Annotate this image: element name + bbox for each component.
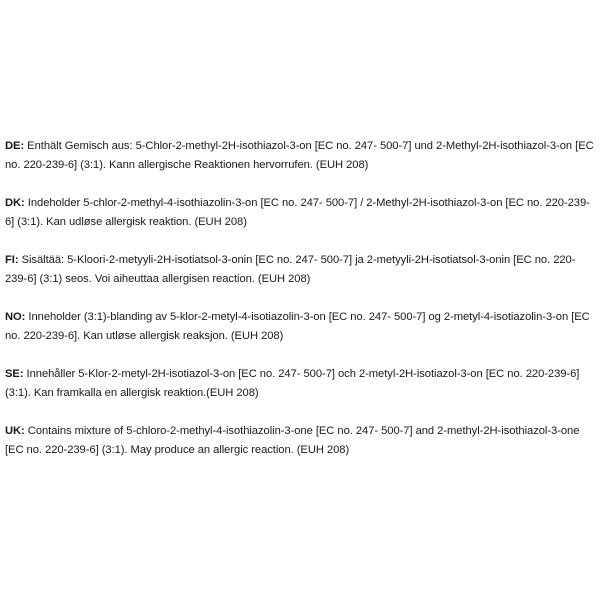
paragraph-text-dk: Indeholder 5-chlor-2-methyl-4-isothiazolin-3-on [EC no. 247- 500-7] / 2-Methyl-2H-isothiazol-3-on [EC no. 220-239-6] (3:1). Kan udløse allergisk reaktion. (EUH 208)	[5, 197, 590, 228]
paragraph-de	[5, 137, 597, 175]
paragraph-fi	[5, 251, 597, 289]
paragraph-dk	[5, 194, 597, 232]
paragraph-text-fi: Sisältää: 5-Kloori-2-metyyli-2H-isotiatsol-3-onin [EC no. 247- 500-7] ja 2-metyyli-2H-isotiatsol-3-onin [EC no. 220-239-6] (3:1) seos. Voi aiheuttaa allergisen reaction. (EUH 208)	[5, 254, 576, 285]
paragraph-text-no: Inneholder (3:1)-blanding av 5-klor-2-metyl-4-isotiazolin-3-on [EC no. 247- 500-7] og 2-metyl-4-isotiazolin-3-on [EC no. 220-239-6]. Kan utløse allergisk reaksjon. (EUH 208)	[5, 311, 590, 342]
paragraph-se	[5, 365, 597, 403]
paragraph-uk	[5, 422, 597, 460]
paragraph-no	[5, 308, 597, 346]
language-code-uk: UK:	[5, 425, 25, 437]
language-code-se: SE:	[5, 368, 24, 380]
language-code-de: DE:	[5, 140, 25, 152]
paragraph-text-uk: Contains mixture of 5-chloro-2-methyl-4-isothiazolin-3-one [EC no. 247- 500-7] and 2-methyl-2H-isothiazol-3-one [EC no. 220-239-6] (3:1). May produce an allergic reaction. (EUH 208)	[5, 425, 580, 456]
paragraph-text-se: Innehåller 5-Klor-2-metyl-2H-isotiazol-3-on [EC no. 247- 500-7] och 2-metyl-2H-isotiazol-3-on [EC no. 220-239-6] (3:1). Kan framkalla en allergisk reaktion.(EUH 208)	[5, 368, 580, 399]
language-code-no: NO:	[5, 311, 26, 323]
allergen-declaration	[5, 137, 597, 479]
language-code-fi: FI:	[5, 254, 19, 266]
language-code-dk: DK:	[5, 197, 25, 209]
paragraph-text-de: Enthält Gemisch aus: 5-Chlor-2-methyl-2H-isothiazol-3-on [EC no. 247- 500-7] und 2-Methyl-2H-isothiazol-3-on [EC no. 220-239-6] (3:1). Kann allergische Reaktionen hervorrufen. (EUH 208)	[5, 140, 594, 171]
